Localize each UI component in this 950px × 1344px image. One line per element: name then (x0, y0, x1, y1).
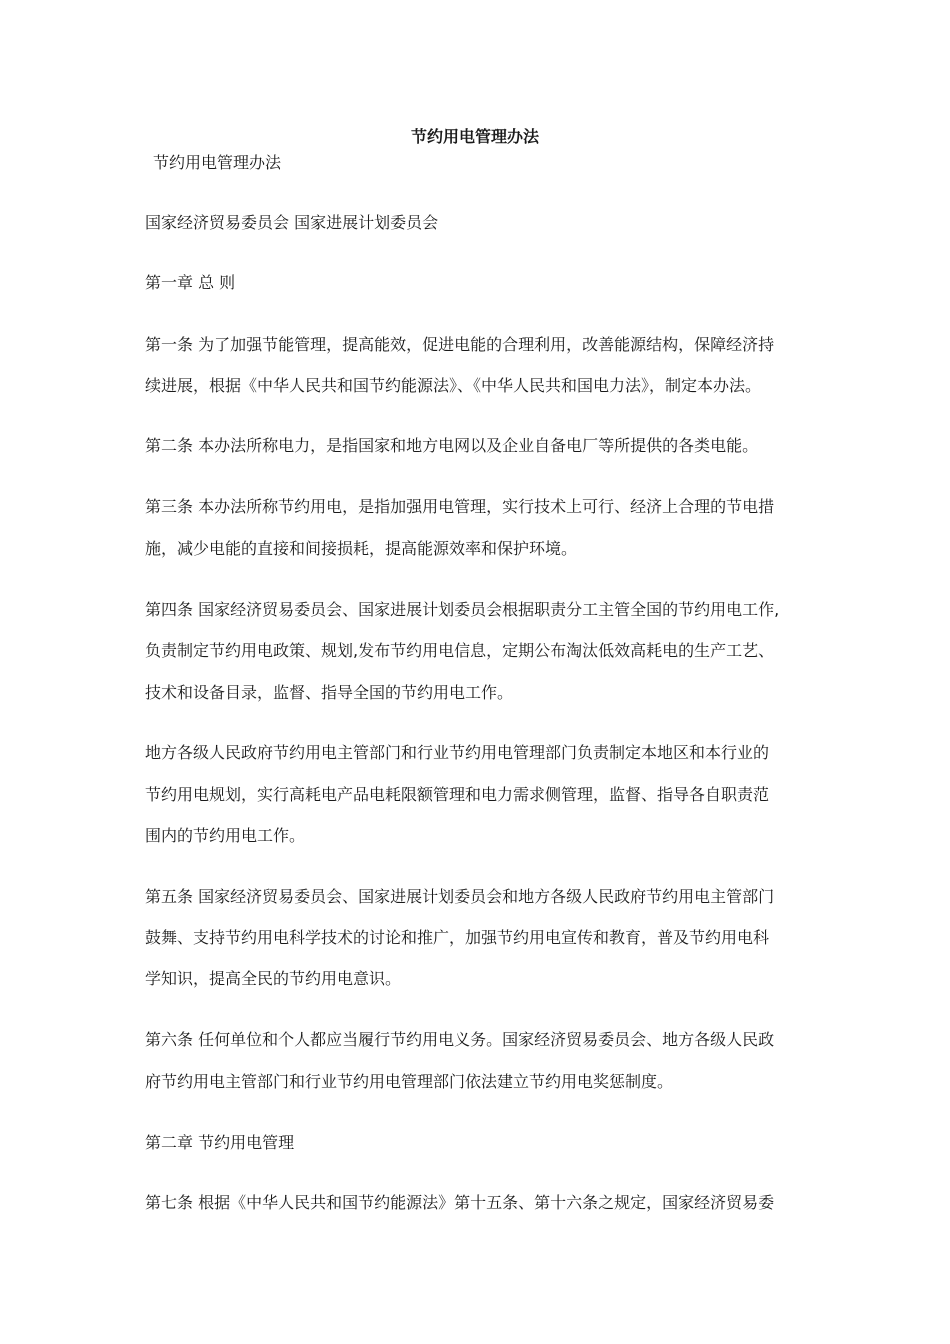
paragraph-line: 第三条 本办法所称节约用电，是指加强用电管理，实行技术上可行、经济上合理的节电措 (145, 497, 775, 516)
issuer-line: 国家经济贸易委员会 国家进展计划委员会 (145, 213, 439, 232)
paragraph-line: 施，减少电能的直接和间接损耗，提高能源效率和保护环境。 (145, 539, 578, 558)
paragraph-line: 地方各级人民政府节约用电主管部门和行业节约用电管理部门负责制定本地区和本行业的 (145, 743, 770, 762)
paragraph-line: 第四条 国家经济贸易委员会、国家进展计划委员会根据职责分工主管全国的节约用电工作, (145, 600, 780, 619)
paragraph-line: 第五条 国家经济贸易委员会、国家进展计划委员会和地方各级人民政府节约用电主管部门 (145, 887, 775, 906)
paragraph-line: 第二条 本办法所称电力，是指国家和地方电网以及企业自备电厂等所提供的各类电能。 (145, 436, 759, 455)
paragraph-line: 节约用电规划，实行高耗电产品电耗限额管理和电力需求侧管理，监督、指导各自职责范 (145, 785, 770, 804)
chapter-heading: 第一章 总 则 (145, 273, 236, 292)
paragraph-line: 负责制定节约用电政策、规划,发布节约用电信息，定期公布淘汰低效高耗电的生产工艺、 (145, 641, 775, 660)
document-subtitle: 节约用电管理办法 (153, 153, 282, 172)
paragraph-line: 府节约用电主管部门和行业节约用电管理部门依法建立节约用电奖惩制度。 (145, 1072, 674, 1091)
paragraph-line: 技术和设备目录，监督、指导全国的节约用电工作。 (145, 683, 514, 702)
chapter-heading: 第二章 节约用电管理 (145, 1133, 295, 1152)
paragraph-line: 围内的节约用电工作。 (145, 826, 306, 845)
paragraph-line: 第一条 为了加强节能管理，提高能效，促进电能的合理利用，改善能源结构，保障经济持 (145, 335, 775, 354)
paragraph-line: 第七条 根据《中华人民共和国节约能源法》第十五条、第十六条之规定，国家经济贸易委 (145, 1193, 775, 1212)
paragraph-line: 学知识，提高全民的节约用电意识。 (145, 969, 402, 988)
paragraph-line: 第六条 任何单位和个人都应当履行节约用电义务。国家经济贸易委员会、地方各级人民政 (145, 1030, 775, 1049)
paragraph-line: 续进展，根据《中华人民共和国节约能源法》、《中华人民共和国电力法》，制定本办法。 (145, 376, 762, 395)
document-title: 节约用电管理办法 (410, 127, 539, 146)
paragraph-line: 鼓舞、支持节约用电科学技术的讨论和推广，加强节约用电宣传和教育，普及节约用电科 (145, 928, 770, 947)
